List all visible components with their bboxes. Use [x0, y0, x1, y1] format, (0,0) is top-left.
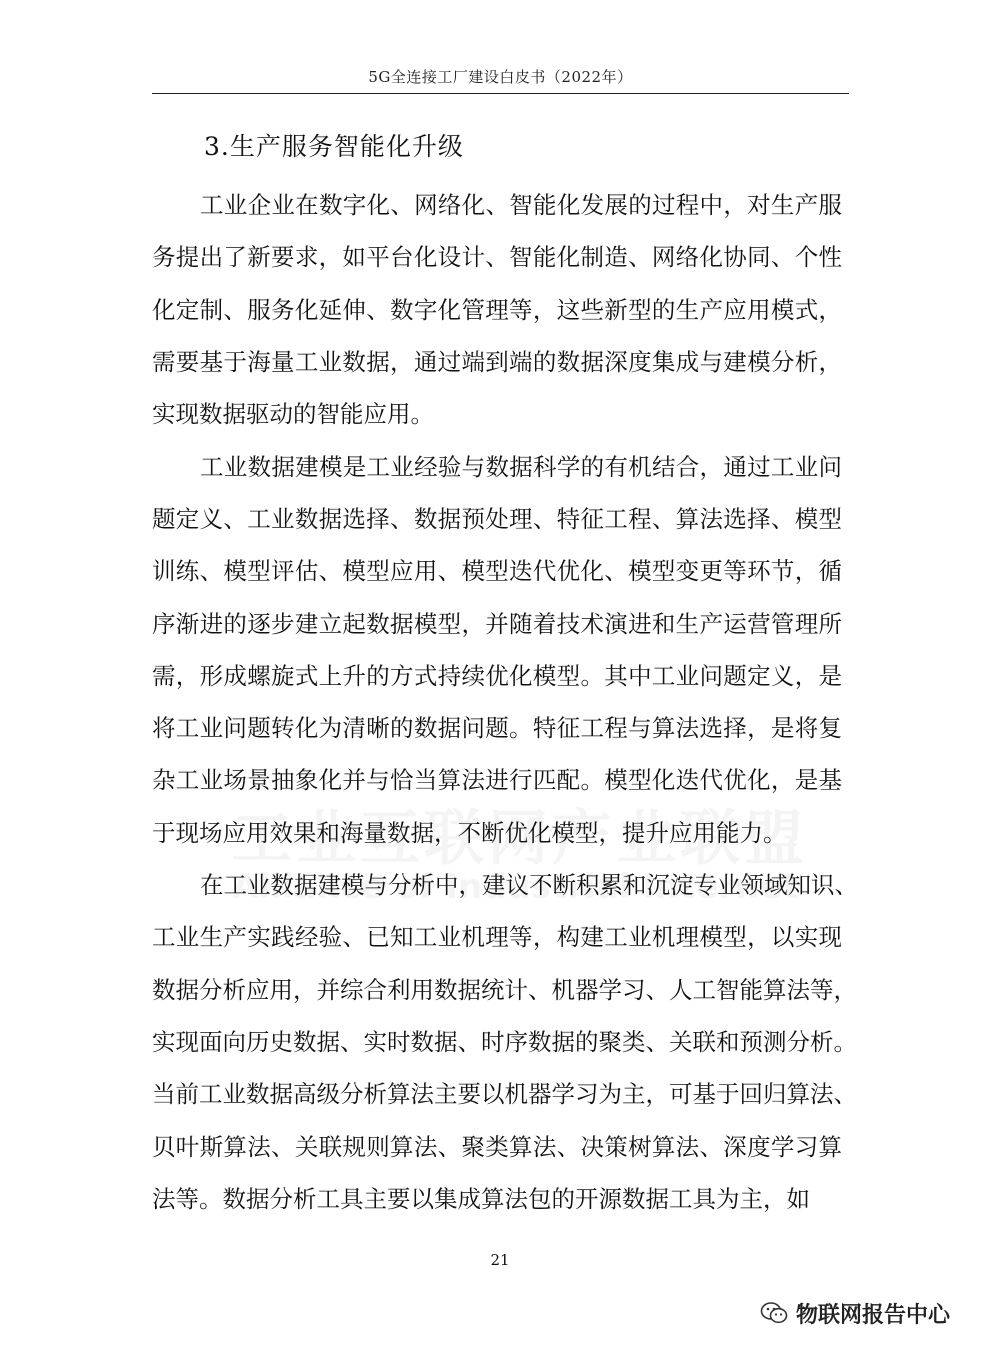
source-credit: [760, 1296, 950, 1330]
text-line: 务提出了新要求，如平台化设计、智能化制造、网络化协同、个性: [152, 243, 842, 271]
text-line: 需，形成螺旋式上升的方式持续优化模型。其中工业问题定义，是: [152, 662, 842, 690]
text-line: 杂工业场景抽象化并与恰当算法进行匹配。模型化迭代优化，是基: [152, 766, 842, 794]
text-line: 当前工业数据高级分析算法主要以机器学习为主，可基于回归算法、: [152, 1080, 857, 1108]
text-line: 于现场应用效果和海量数据，不断优化模型，提升应用能力。: [152, 819, 787, 847]
text-line: 工业数据建模是工业经验与数据科学的有机结合，通过工业问: [200, 453, 842, 481]
text-line: 化定制、服务化延伸、数字化管理等，这些新型的生产应用模式，: [152, 296, 842, 324]
header-divider: [152, 93, 849, 94]
text-line: 工业生产实践经验、已知工业机理等，构建工业机理模型，以实现: [152, 923, 842, 951]
text-line: 需要基于海量工业数据，通过端到端的数据深度集成与建模分析，: [152, 348, 842, 376]
text-line: 训练、模型评估、模型应用、模型迭代优化、模型变更等环节，循: [152, 557, 842, 585]
text-line: 实现数据驱动的智能应用。: [152, 400, 434, 428]
wechat-icon: [760, 1301, 788, 1325]
text-line: 题定义、工业数据选择、数据预处理、特征工程、算法选择、模型: [152, 505, 842, 533]
section-title: 3.生产服务智能化升级: [204, 132, 464, 161]
text-line: 将工业问题转化为清晰的数据问题。特征工程与算法选择，是将复: [152, 714, 842, 742]
page-number: 21: [490, 1251, 510, 1269]
running-header: 5G全连接工厂建设白皮书（2022年）: [368, 68, 633, 86]
text-line: 工业企业在数字化、网络化、智能化发展的过程中，对生产服: [200, 191, 842, 219]
text-line: 序渐进的逐步建立起数据模型，并随着技术演进和生产运营管理所: [152, 610, 842, 638]
text-line: 数据分析应用，并综合利用数据统计、机器学习、人工智能算法等，: [152, 976, 857, 1004]
credit-text: 物联网报告中心: [796, 1302, 951, 1328]
text-line: 在工业数据建模与分析中，建议不断积累和沉淀专业领域知识、: [200, 871, 858, 899]
text-line: 法等。数据分析工具主要以集成算法包的开源数据工具为主，如: [152, 1185, 810, 1213]
text-line: 贝叶斯算法、关联规则算法、聚类算法、决策树算法、深度学习算: [152, 1133, 842, 1161]
text-line: 实现面向历史数据、实时数据、时序数据的聚类、关联和预测分析。: [152, 1028, 857, 1056]
